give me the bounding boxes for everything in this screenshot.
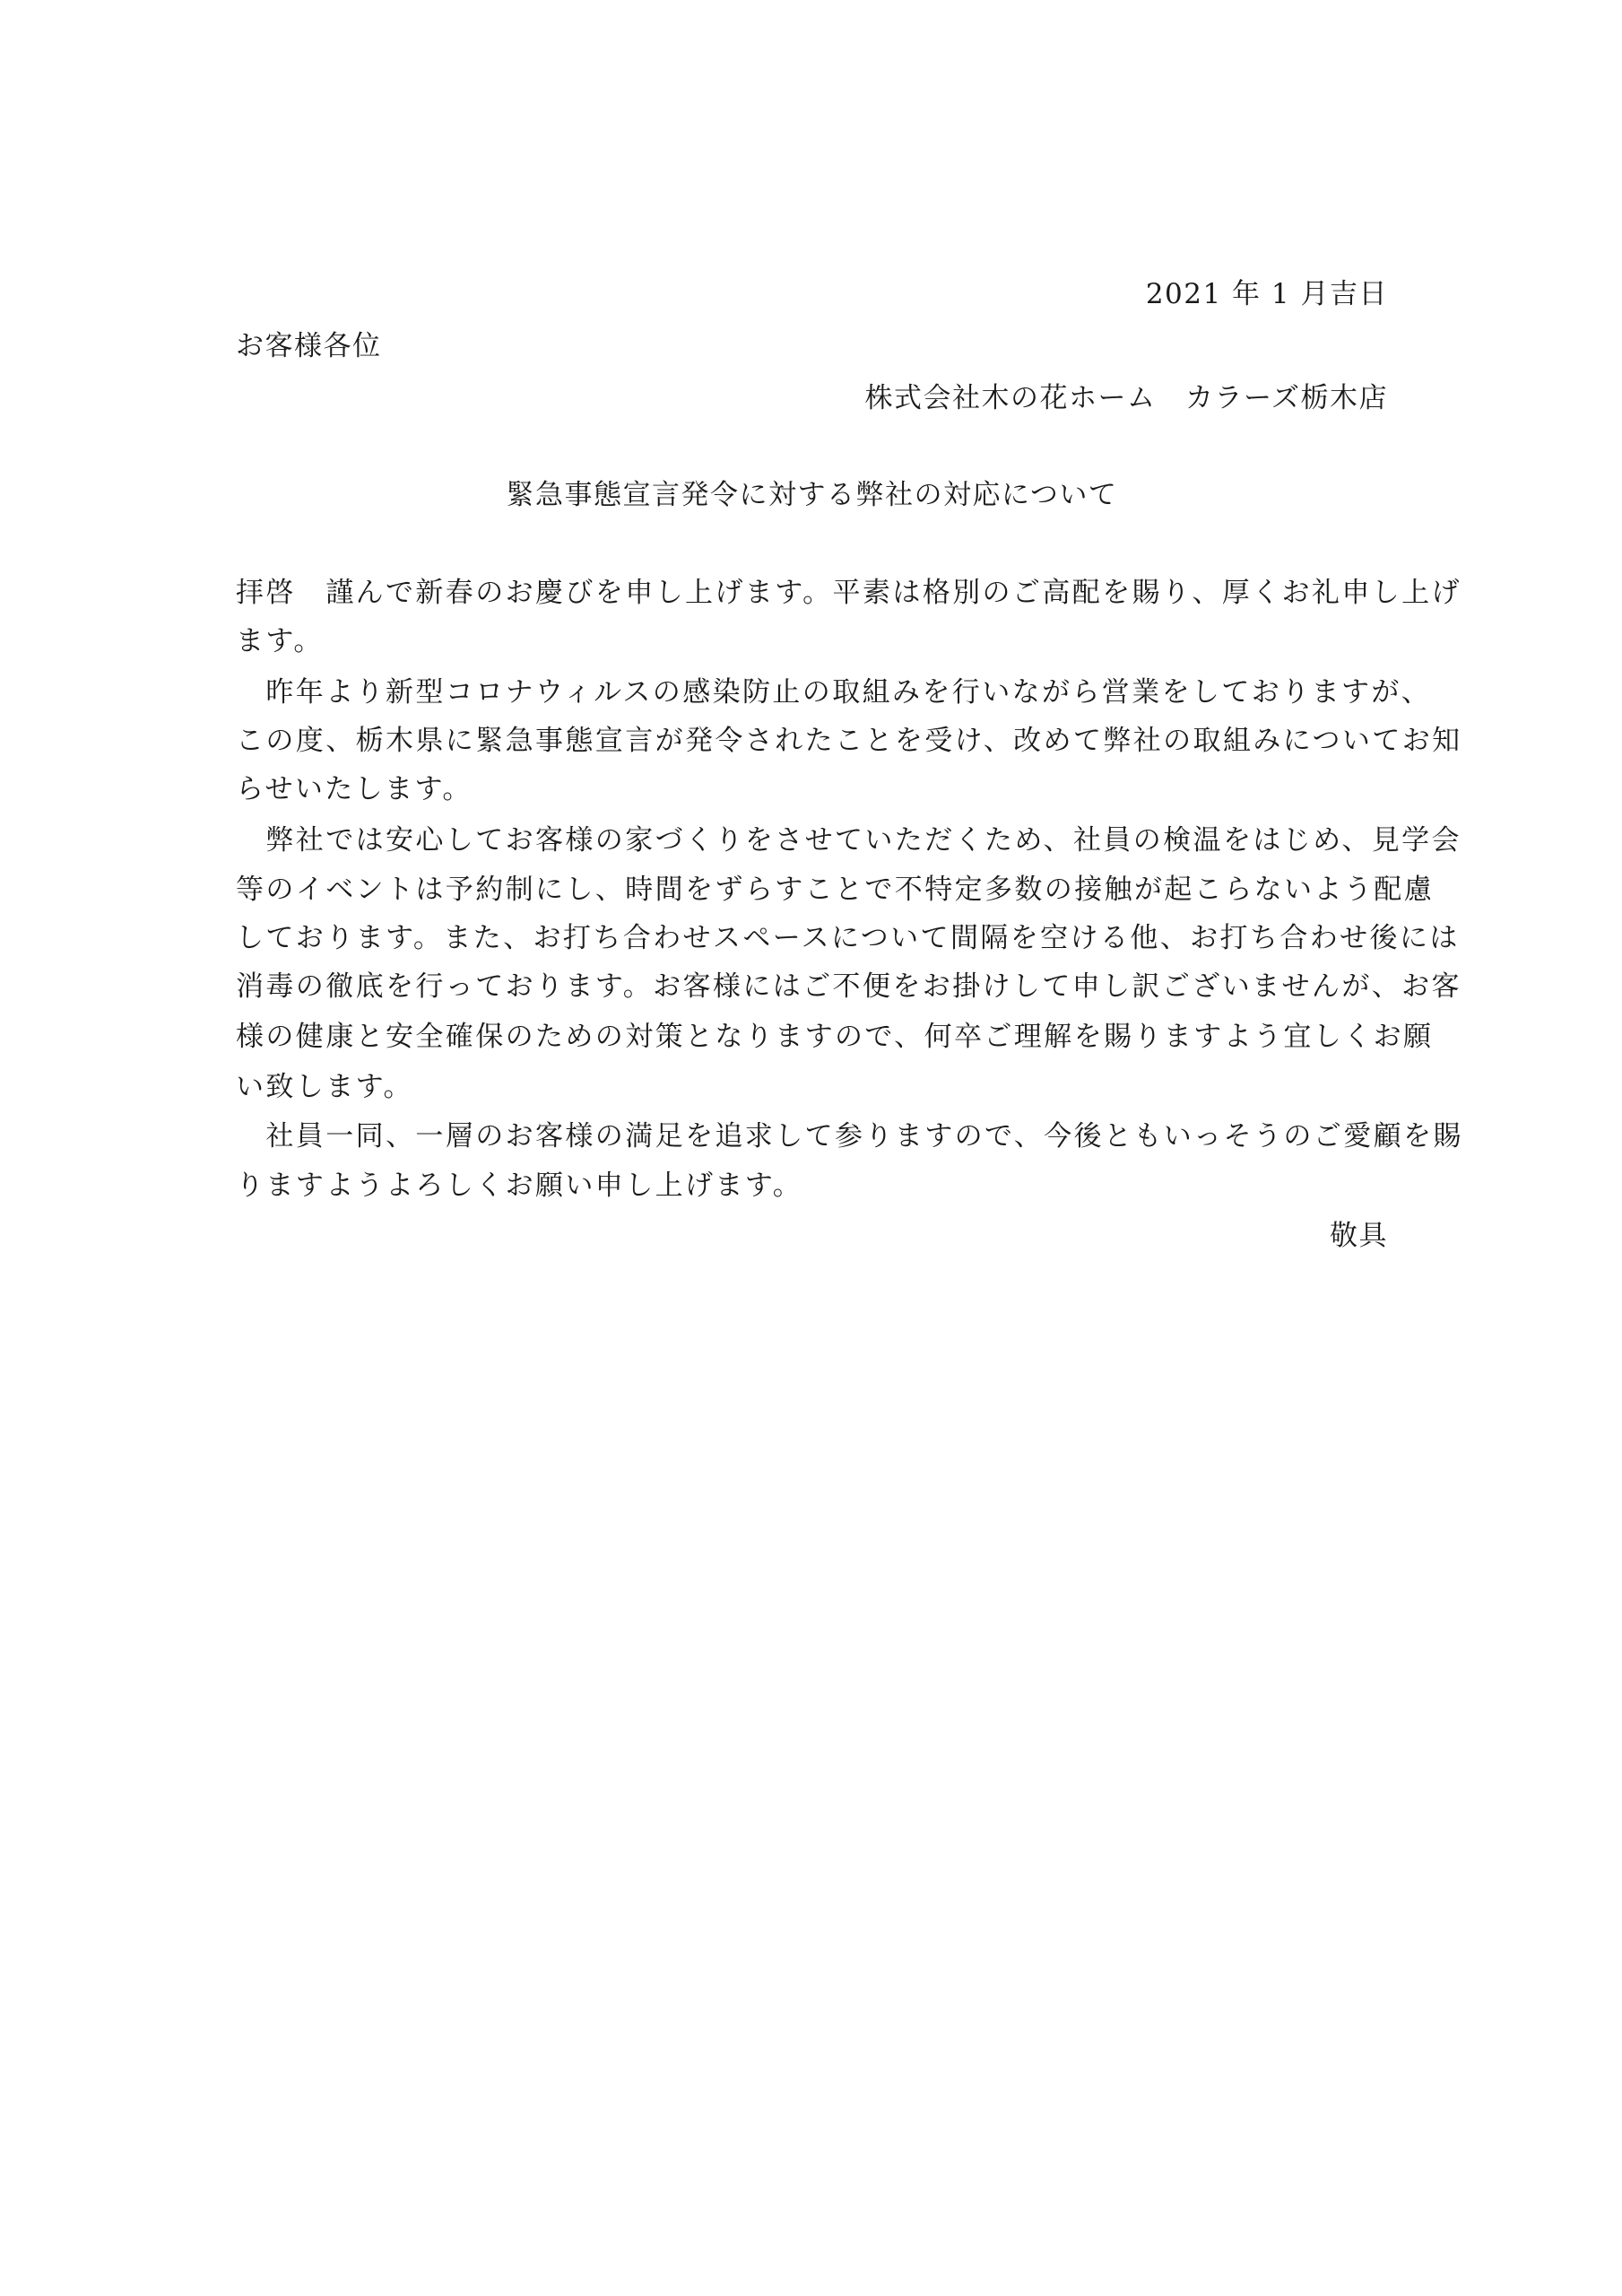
body-line: 等のイベントは予約制にし、時間をずらすことで不特定多数の接触が起こらないよう配慮 xyxy=(236,874,1434,906)
body-line: しております。また、お打ち合わせスペースについて間隔を空ける他、お打ち合わせ後には xyxy=(236,922,1460,954)
body-line: この度、栃木県に緊急事態宣言が発令されたことを受け、改めて弊社の取組みについてお知 xyxy=(236,725,1462,757)
body-line: ます。 xyxy=(236,625,324,657)
body-line: 拝啓 謹んで新春のお慶びを申し上げます。平素は格別のご高配を賜り、厚くお礼申し上げ xyxy=(236,577,1462,609)
body-line: らせいたします。 xyxy=(236,773,473,805)
body-line: 様の健康と安全確保のための対策となりますので、何卒ご理解を賜りますよう宜しくお願 xyxy=(236,1021,1434,1053)
body-line: 社員一同、一層のお客様の満足を追求して参りますので、今後ともいっそうのご愛顧を賜 xyxy=(236,1120,1463,1152)
body-line: 弊社では安心してお客様の家づくりをさせていただくため、社員の検温をはじめ、見学会 xyxy=(236,824,1462,857)
body-line: 消毒の徹底を行っております。お客様にはご不便をお掛けして申し訳ございませんが、お客 xyxy=(236,970,1462,1003)
letter-sender: 株式会社木の花ホーム カラーズ栃木店 xyxy=(864,382,1388,414)
letter-date: 2021 年 1 月吉日 xyxy=(1145,278,1388,310)
body-line: 昨年より新型コロナウィルスの感染防止の取組みを行いながら営業をしておりますが、 xyxy=(236,676,1432,709)
letter-title: 緊急事態宣言発令に対する弊社の対応について xyxy=(506,479,1118,511)
body-line: い致します。 xyxy=(236,1071,413,1103)
letter-addressee: お客様各位 xyxy=(236,330,382,362)
body-line: りますようよろしくお願い申し上げます。 xyxy=(236,1170,803,1202)
letter-closing: 敬具 xyxy=(1330,1220,1388,1252)
